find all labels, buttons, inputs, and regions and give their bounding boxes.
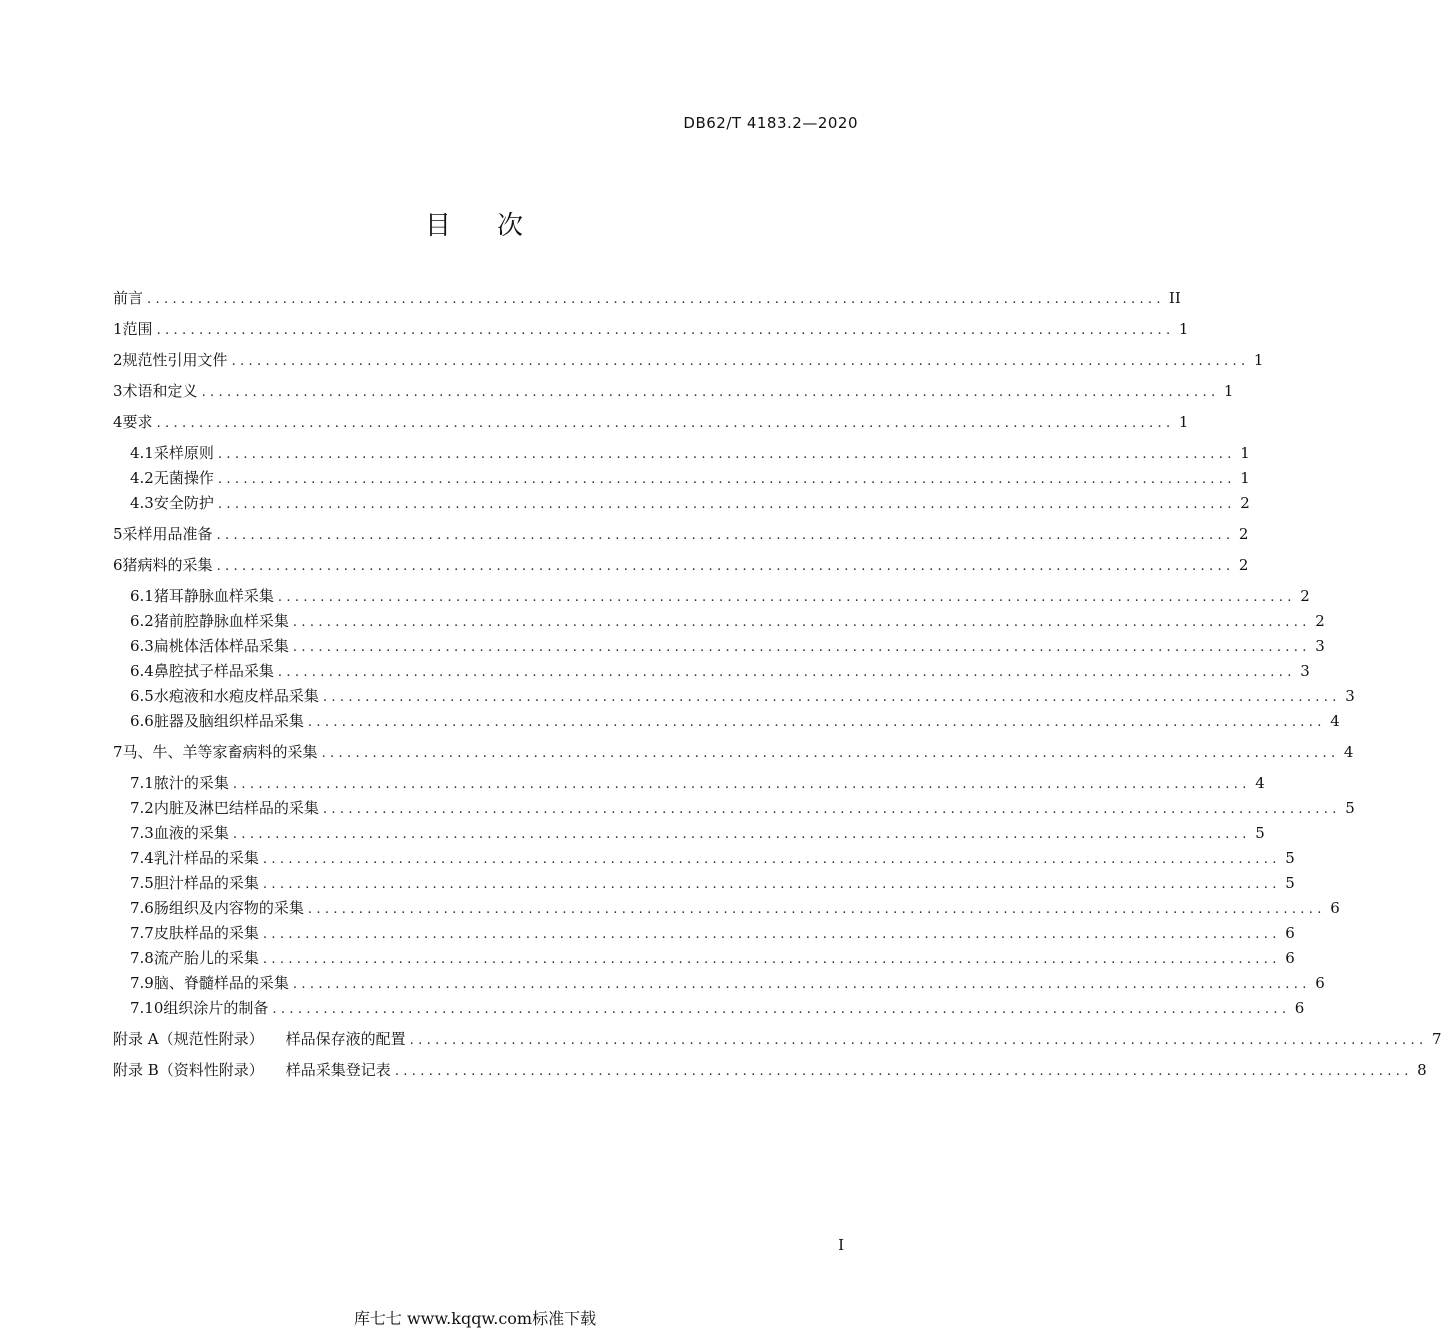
dot-leader: ........................................................................................................................ — [321, 746, 1340, 761]
dot-leader: ........................................................................................................................ — [216, 528, 1235, 543]
toc-entry-number: 6.5 — [130, 687, 154, 705]
toc-entry-page: 1 — [1240, 469, 1250, 487]
toc-entry-label: 猪病料的采集 — [122, 556, 213, 574]
dot-leader: ........................................................................................................................ — [277, 665, 1296, 680]
toc-entry-number: 6 — [113, 556, 123, 574]
toc-entry-number: 7.5 — [130, 874, 154, 892]
toc-entry-page: 1 — [1178, 320, 1189, 338]
toc-subentry[interactable] — [130, 997, 1305, 1019]
toc-entry-label: 皮肤样品的采集 — [153, 924, 259, 942]
toc-subentry[interactable] — [130, 660, 1310, 682]
toc-entry-number: 6.1 — [130, 587, 154, 605]
toc-entry-page: 5 — [1345, 799, 1355, 817]
toc-entry-label: 脑、脊髓样品的采集 — [153, 974, 289, 992]
toc-entry[interactable] — [113, 741, 1354, 763]
toc-entry-number: 7.8 — [130, 949, 154, 967]
toc-subentry[interactable] — [130, 772, 1265, 794]
toc-subentry[interactable] — [130, 847, 1295, 869]
toc-entry-number: 4 — [113, 413, 123, 431]
toc-entry-label: 扁桃体活体样品采集 — [153, 637, 289, 655]
dot-leader: ........................................................................................................................ — [217, 497, 1236, 512]
dot-leader: ........................................................................................................................ — [262, 927, 1281, 942]
toc-entry-number: 6.2 — [130, 612, 154, 630]
toc-entry-label: 无菌操作 — [153, 469, 214, 487]
toc-entry-label: 安全防护 — [153, 494, 214, 512]
toc-entry-label: 流产胎儿的采集 — [153, 949, 259, 967]
toc-entry-number: 7.2 — [130, 799, 154, 817]
toc-entry-label: 脓汁的采集 — [153, 774, 229, 792]
toc-entry-label: 肠组织及内容物的采集 — [153, 899, 304, 917]
toc-entry-label: 样品采集登记表 — [285, 1061, 391, 1079]
dot-leader: ........................................................................................................................ — [262, 877, 1281, 892]
dot-leader: ........................................................................................................................ — [272, 1002, 1291, 1017]
dot-leader: ........................................................................................................................ — [322, 690, 1341, 705]
toc-entry-page: 6 — [1330, 899, 1340, 917]
toc-entry-label: 内脏及淋巴结样品的采集 — [153, 799, 319, 817]
toc-entry[interactable] — [113, 523, 1249, 545]
toc-entry[interactable] — [113, 380, 1234, 402]
dot-leader: ........................................................................................................................ — [292, 640, 1311, 655]
standard-number: DB62/T 4183.2—2020 — [683, 114, 858, 132]
toc-entry-page: 4 — [1343, 743, 1354, 761]
toc-entry-label: 乳汁样品的采集 — [153, 849, 259, 867]
toc-entry-number: 2 — [113, 351, 123, 369]
toc-entry-number: 7 — [113, 743, 123, 761]
toc-entry-page: 6 — [1315, 974, 1325, 992]
toc-entry-page: 8 — [1417, 1061, 1427, 1079]
toc-entry-page: 2 — [1238, 556, 1249, 574]
toc-entry-page: 6 — [1294, 999, 1305, 1017]
dot-leader: ........................................................................................................................ — [292, 977, 1311, 992]
toc-subentry[interactable] — [130, 897, 1340, 919]
toc-entry-label: 规范性引用文件 — [122, 351, 228, 369]
toc-entry[interactable] — [113, 287, 1181, 309]
toc-entry-label: 范围 — [122, 320, 153, 338]
toc-entry-page: 2 — [1315, 612, 1325, 630]
toc-subentry[interactable] — [130, 635, 1325, 657]
dot-leader: ........................................................................................................................ — [232, 827, 1251, 842]
toc-entry-page: 2 — [1238, 525, 1249, 543]
toc-entry-page: 5 — [1255, 824, 1265, 842]
dot-leader: ........................................................................................................................ — [262, 952, 1281, 967]
title-char-2: 次 — [497, 211, 526, 241]
toc-subentry[interactable] — [130, 585, 1310, 607]
toc-entry-number: 6.4 — [130, 662, 154, 680]
toc-entry-number: 7.3 — [130, 824, 154, 842]
toc-entry-page: 1 — [1223, 382, 1234, 400]
toc-entry-page: 3 — [1315, 637, 1325, 655]
toc-entry-number: 4.1 — [130, 444, 154, 462]
toc-entry-number: 附录 A（规范性附录） — [113, 1030, 264, 1048]
toc-entry-page: 4 — [1330, 712, 1340, 730]
toc-entry-number: 4.2 — [130, 469, 154, 487]
dot-leader: ........................................................................................................................ — [232, 777, 1251, 792]
toc-subentry[interactable] — [130, 467, 1250, 489]
toc-entry-number: 7.10 — [130, 999, 164, 1017]
toc-entry-label: 组织涂片的制备 — [163, 999, 269, 1017]
toc-entry-page: 1 — [1253, 351, 1264, 369]
dot-leader: ........................................................................................................................ — [394, 1064, 1413, 1079]
dot-leader: ........................................................................................................................ — [201, 385, 1220, 400]
toc-entry-label: 猪耳静脉血样采集 — [153, 587, 274, 605]
toc-appendix-entry[interactable] — [113, 1028, 1442, 1050]
watermark-text: 库七七 www.kqqw.com标准下载 — [353, 1309, 597, 1328]
toc-entry-number: 7.1 — [130, 774, 154, 792]
dot-leader: ........................................................................................................................ — [156, 416, 1175, 431]
toc-entry-label: 水疱液和水疱皮样品采集 — [153, 687, 319, 705]
toc-entry-label: 胆汁样品的采集 — [153, 874, 259, 892]
toc-entry-label: 采样原则 — [153, 444, 214, 462]
toc-entry-page: 2 — [1300, 587, 1310, 605]
toc-subentry[interactable] — [130, 492, 1250, 514]
dot-leader: ........................................................................................................................ — [322, 802, 1341, 817]
toc-subentry[interactable] — [130, 610, 1325, 632]
toc-entry-number: 6.6 — [130, 712, 154, 730]
toc-subentry[interactable] — [130, 685, 1355, 707]
dot-leader: ........................................................................................................................ — [277, 590, 1296, 605]
toc-entry-page: 1 — [1240, 444, 1250, 462]
toc-entry-label: 猪前腔静脉血样采集 — [153, 612, 289, 630]
toc-entry-number: 6.3 — [130, 637, 154, 655]
toc-subentry[interactable] — [130, 922, 1295, 944]
toc-entry-number: 7.7 — [130, 924, 154, 942]
toc-entry-page: 4 — [1255, 774, 1265, 792]
toc-entry-label: 要求 — [122, 413, 153, 431]
toc-subentry[interactable] — [130, 872, 1295, 894]
toc-entry-page: 7 — [1431, 1030, 1442, 1048]
toc-entry-label: 前言 — [113, 289, 144, 307]
toc-entry-label: 脏器及脑组织样品采集 — [153, 712, 304, 730]
toc-subentry[interactable] — [130, 972, 1325, 994]
toc-entry-page: 2 — [1240, 494, 1250, 512]
toc-entry-number: 7.9 — [130, 974, 154, 992]
toc-entry-page: 6 — [1285, 924, 1295, 942]
dot-leader: ........................................................................................................................ — [307, 902, 1326, 917]
toc-entry[interactable] — [113, 411, 1189, 433]
dot-leader: ........................................................................................................................ — [409, 1033, 1428, 1048]
toc-entry-label: 鼻腔拭子样品采集 — [153, 662, 274, 680]
toc-appendix-entry[interactable] — [113, 1059, 1427, 1081]
toc-subentry[interactable] — [130, 442, 1250, 464]
dot-leader: ........................................................................................................................ — [217, 447, 1236, 462]
toc-entry-page: 3 — [1300, 662, 1310, 680]
toc-entry-label: 马、牛、羊等家畜病料的采集 — [122, 743, 318, 761]
dot-leader: ........................................................................................................................ — [217, 472, 1236, 487]
toc-entry-number: 5 — [113, 525, 123, 543]
toc-entry[interactable] — [113, 554, 1249, 576]
page-number: I — [838, 1236, 844, 1254]
toc-subentry[interactable] — [130, 710, 1340, 732]
dot-leader: ........................................................................................................................ — [262, 852, 1281, 867]
toc-entry-number: 4.3 — [130, 494, 154, 512]
toc-subentry[interactable] — [130, 822, 1265, 844]
toc-entry-number: 7.4 — [130, 849, 154, 867]
toc-entry-page: 6 — [1285, 949, 1295, 967]
title-char-1: 目 — [424, 211, 453, 241]
dot-leader: ........................................................................................................................ — [216, 559, 1235, 574]
toc-entry-page: 5 — [1285, 874, 1295, 892]
dot-leader: ........................................................................................................................ — [147, 292, 1165, 307]
toc-entry-number: 3 — [113, 382, 123, 400]
toc-entry-label: 血液的采集 — [153, 824, 229, 842]
toc-entry[interactable] — [113, 349, 1264, 371]
toc-entry-page: 3 — [1345, 687, 1355, 705]
toc-entry-number: 附录 B（资料性附录） — [113, 1061, 264, 1079]
toc-entry[interactable] — [113, 318, 1189, 340]
toc-entry-number: 7.6 — [130, 899, 154, 917]
dot-leader: ........................................................................................................................ — [307, 715, 1326, 730]
toc-entry-label: 术语和定义 — [122, 382, 198, 400]
dot-leader: ........................................................................................................................ — [156, 323, 1175, 338]
dot-leader: ........................................................................................................................ — [231, 354, 1250, 369]
toc-entry-page: II — [1168, 289, 1181, 307]
toc-entry-label: 采样用品准备 — [122, 525, 213, 543]
toc-entry-number: 1 — [113, 320, 123, 338]
toc-entry-page: 5 — [1285, 849, 1295, 867]
toc-entry-label: 样品保存液的配置 — [285, 1030, 406, 1048]
toc-entry-page: 1 — [1178, 413, 1189, 431]
toc-subentry[interactable] — [130, 797, 1355, 819]
dot-leader: ........................................................................................................................ — [292, 615, 1311, 630]
page-title — [0, 205, 950, 242]
toc-subentry[interactable] — [130, 947, 1295, 969]
